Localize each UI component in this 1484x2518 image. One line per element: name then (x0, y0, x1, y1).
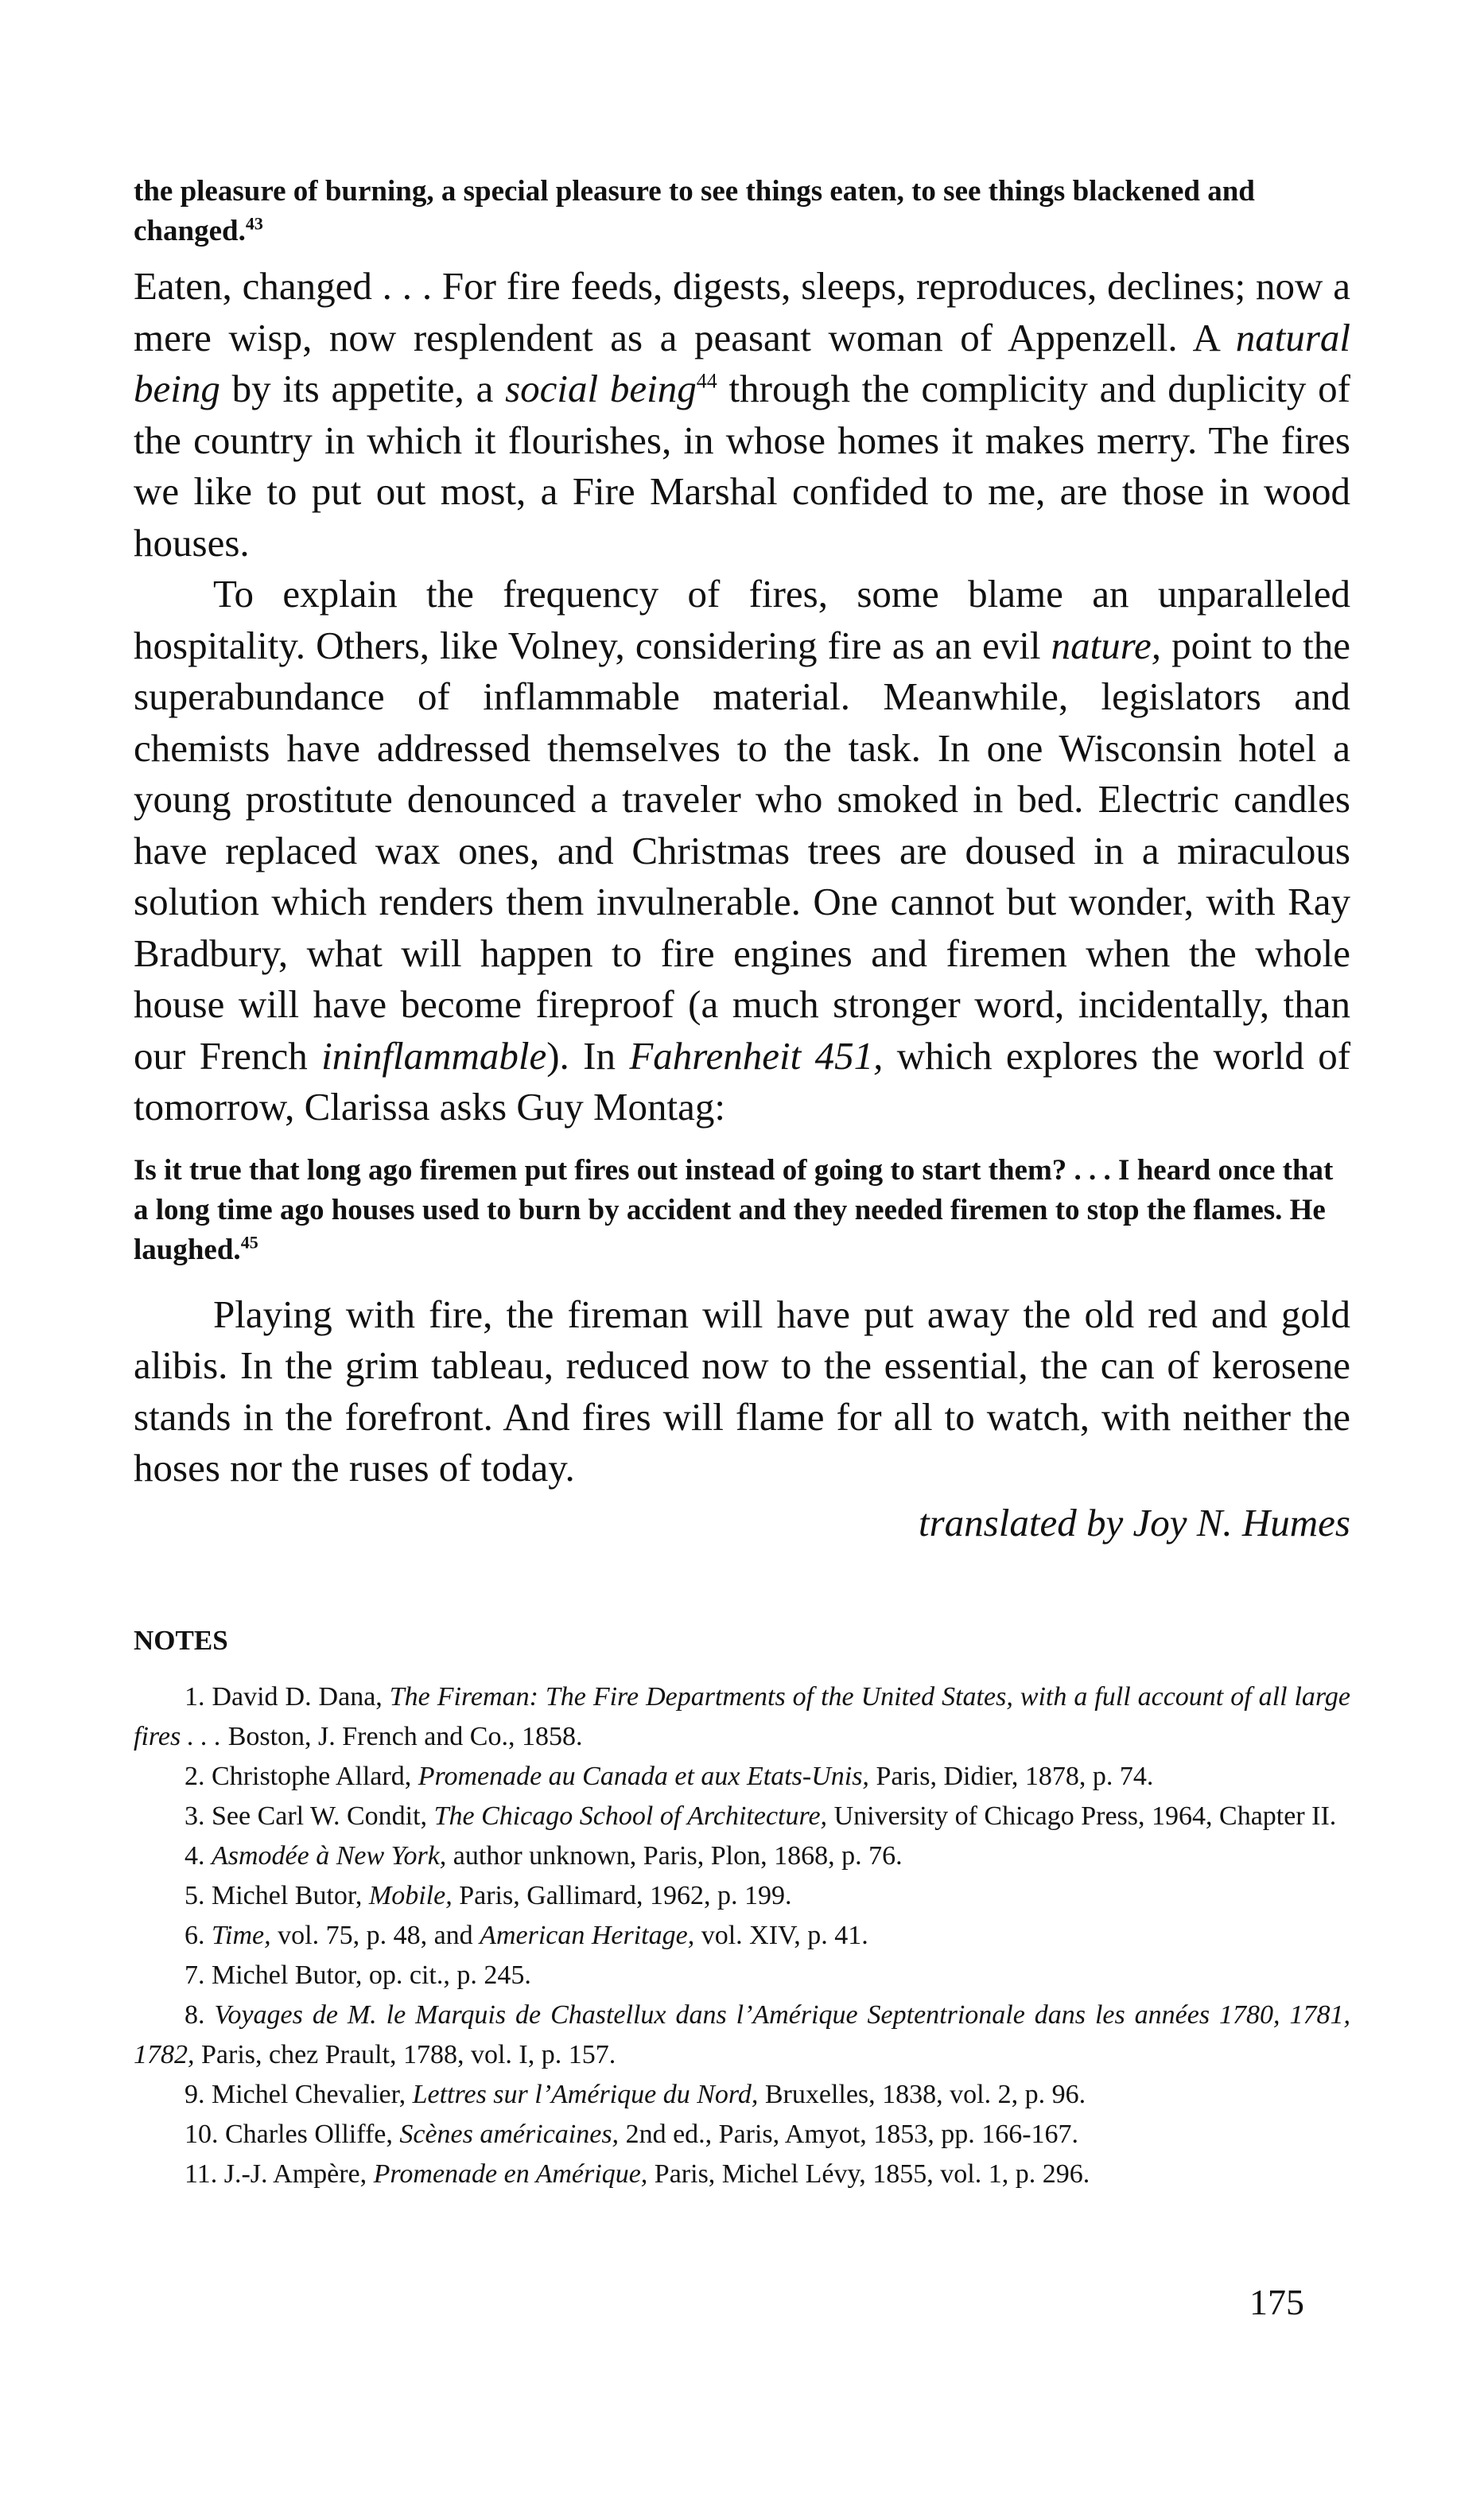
text-run: Paris, Gallimard, 1962, p. 199. (452, 1881, 792, 1910)
notes-list (134, 1677, 1350, 2194)
paragraph-2 (134, 569, 1350, 1133)
note-item (134, 1836, 1350, 1876)
italic-text: ininflammable (321, 1033, 547, 1078)
text-run: 1. David D. Dana, (185, 1682, 390, 1712)
italic-text: The Fireman: The Fire Departments of the United States, with a full account of all large fires . . . (134, 1682, 1350, 1751)
footnote-ref-43: 43 (245, 213, 263, 234)
text-run: 6. (185, 1921, 212, 1950)
text-run: University of Chicago Press, 1964, Chapter II. (827, 1801, 1337, 1831)
block-quote (134, 1151, 1350, 1270)
note-item (134, 1956, 1350, 1995)
text-run: To explain the frequency of fires, some blame an unparalleled hospitality. Others, like Volney, considering fire as an evil (134, 572, 1350, 667)
text-run: point to the superabundance of inflammable material. Meanwhile, legislators and chemists have addressed themselves to the task. In one Wisconsin hotel a young prostitute denounced a traveler who smoked in bed. Electric candles have replaced wax ones, and Christmas trees are doused in a miraculous solution which renders them invulnerable. One cannot but wonder, with Ray Bradbury, what will happen to fire engines and firemen when the whole house will have become fireproof (a much stronger word, incidentally, than our French (134, 623, 1350, 1078)
block-quote-text: Is it true that long ago firemen put fires out instead of going to start them? . . . I heard once that a long time ago houses used to burn by accident and they needed firemen to stop the flames. He laughed. (134, 1153, 1334, 1266)
italic-text: social being (505, 367, 697, 410)
note-item (134, 1797, 1350, 1836)
text-run: Paris, chez Prault, 1788, vol. I, p. 157. (194, 2040, 616, 2069)
italic-text: Time, (212, 1921, 271, 1950)
text-run: ). In (546, 1033, 630, 1078)
italic-text: Promenade en Amérique, (373, 2159, 648, 2189)
text-run: 2nd ed., Paris, Amyot, 1853, pp. 166-167. (619, 2120, 1079, 2149)
text-run: Eaten, changed . . . For fire feeds, digests, sleeps, reproduces, declines; now a mere wisp, now resplendent as a peasant woman of Appenzell. A (134, 264, 1350, 359)
note-item (134, 1757, 1350, 1797)
text-run: 10. Charles Olliffe, (185, 2120, 400, 2149)
text-run: author unknown, Paris, Plon, 1868, p. 76. (446, 1841, 903, 1871)
note-item (134, 1876, 1350, 1916)
text-run: 7. Michel Butor, op. cit., p. 245. (185, 1960, 531, 1990)
italic-text: The Chicago School of Architecture, (433, 1801, 828, 1831)
note-item (134, 2115, 1350, 2155)
italic-text: Lettres sur l’Amérique du Nord, (412, 2080, 759, 2109)
note-item (134, 1916, 1350, 1956)
text-run: 9. Michel Chevalier, (185, 2080, 413, 2109)
italic-text: Promenade au Canada et aux Etats-Unis, (418, 1762, 869, 1791)
page-number: 175 (1249, 2282, 1304, 2322)
note-item (134, 1995, 1350, 2075)
footnote-ref-45: 45 (240, 1232, 258, 1253)
text-run: Paris, Didier, 1878, p. 74. (868, 1762, 1154, 1791)
closing-paragraph: Playing with fire, the fireman will have put away the old red and gold alibis. In the grim tableau, reduced now to the essential, the can of kerosene stands in the forefront. And fires will flame for all to watch, with neither the hoses nor the ruses of today. (134, 1292, 1350, 1490)
text-run: Bruxelles, 1838, vol. 2, p. 96. (758, 2080, 1086, 2109)
text-run: vol. 75, p. 48, and (270, 1921, 480, 1950)
text-run: through the complicity and duplicity of the country in which it flourishes, in whose homes it makes merry. The fires we like to put out most, a Fire Marshal confided to me, are those in wood houses. (134, 367, 1350, 565)
text-run: which explores the world of tomorrow, Clarissa asks Guy Montag: (134, 1033, 1351, 1129)
italic-text: Voyages de M. le Marquis de Chastellux dans l’Amérique Septentrionale dans les années 1780, 1781, 1782, (134, 2000, 1350, 2069)
notes-heading: NOTES (134, 1625, 228, 1656)
note-item (134, 1677, 1350, 1757)
footnote-ref: 44 (696, 369, 717, 393)
italic-text: nature, (1051, 623, 1161, 667)
opening-quote (134, 172, 1350, 251)
page-body (134, 172, 1350, 2194)
text-run: Boston, J. French and Co., 1858. (221, 1722, 583, 1751)
text-run: Paris, Michel Lévy, 1855, vol. 1, p. 296. (647, 2159, 1090, 2189)
text-run: vol. XIV, p. 41. (694, 1921, 868, 1950)
text-run: 2. Christophe Allard, (185, 1762, 418, 1791)
note-item (134, 2075, 1350, 2115)
text-run: 5. Michel Butor, (185, 1881, 369, 1910)
translator-credit: translated by Joy N. Humes (919, 1500, 1350, 1545)
opening-quote-text: the pleasure of burning, a special pleasure to see things eaten, to see things blackened and changed. (134, 175, 1255, 247)
text-run: by its appetite, a (219, 367, 506, 410)
italic-text: American Heritage, (480, 1921, 695, 1950)
note-item (134, 2155, 1350, 2194)
italic-text: Asmodée à New York, (212, 1841, 447, 1871)
italic-text: Fahrenheit 451, (629, 1033, 884, 1078)
italic-text: natural being (134, 315, 1350, 410)
text-run: 4. (185, 1841, 212, 1871)
italic-text: Scènes américaines, (399, 2120, 620, 2149)
paragraph-1 (134, 261, 1350, 569)
text-run: 11. J.-J. Ampère, (185, 2159, 374, 2189)
text-run: 8. (185, 2000, 215, 2030)
text-run: 3. See Carl W. Condit, (185, 1801, 434, 1831)
italic-text: Mobile, (368, 1881, 453, 1910)
